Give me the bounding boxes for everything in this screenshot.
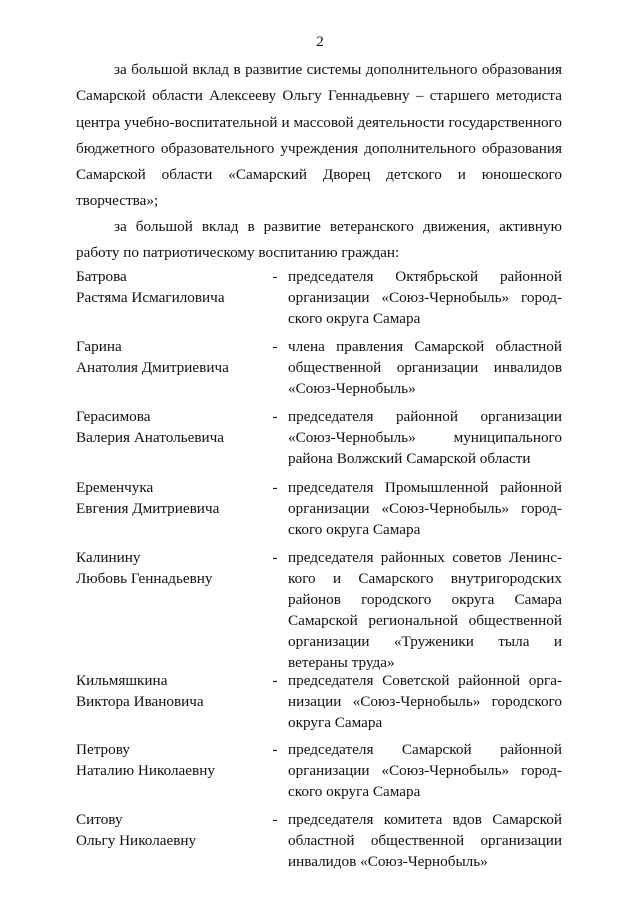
awardee-name bbox=[76, 477, 266, 519]
awardee-surname: Петрову bbox=[76, 741, 130, 758]
position-line: районов городского округа Самара bbox=[288, 591, 562, 608]
awardee-position bbox=[288, 809, 562, 872]
awardee-surname: Калинину bbox=[76, 549, 141, 566]
position-line: председателя Советской районной орга- bbox=[288, 672, 562, 689]
awardee-given-name: Евгения Дмитриевича bbox=[76, 500, 220, 517]
awardee-position bbox=[288, 739, 562, 802]
awardee-given-name: Любовь Геннадьевну bbox=[76, 570, 213, 587]
text-line: Самарской области «Самарский Дворец детского и юношеского bbox=[76, 166, 562, 184]
position-line: организации «Союз-Чернобыль» город- bbox=[288, 762, 562, 779]
awardee-name bbox=[76, 547, 266, 589]
awardee-given-name: Валерия Анатольевича bbox=[76, 429, 225, 446]
position-line: Самарской региональной общественной bbox=[288, 612, 562, 629]
awardee-surname: Ситову bbox=[76, 811, 123, 828]
text-line: бюджетного образовательного учреждения дополнительного образования bbox=[76, 139, 562, 157]
awardee-given-name: Наталию Николаевну bbox=[76, 762, 215, 779]
awardee-position bbox=[288, 336, 562, 399]
dash-separator: - bbox=[272, 408, 278, 425]
text-line: Самарской области Алексееву Ольгу Геннадьевну – старшего методиста bbox=[76, 87, 562, 105]
position-line: «Союз-Чернобыль» bbox=[288, 380, 416, 397]
position-line: ского округа Самара bbox=[288, 783, 421, 800]
position-line: организации «Союз-Чернобыль» город- bbox=[288, 289, 562, 306]
awardee-name bbox=[76, 266, 266, 308]
text-line: творчества»; bbox=[76, 192, 159, 210]
position-line: «Союз-Чернобыль» муниципального bbox=[288, 429, 562, 446]
position-line: района Волжский Самарской области bbox=[288, 450, 531, 467]
text-line: центра учебно-воспитательной и массовой деятельности государственного bbox=[76, 113, 562, 131]
awardee-surname: Гарина bbox=[76, 338, 122, 355]
awardee-position bbox=[288, 670, 562, 733]
dash-separator: - bbox=[272, 549, 278, 566]
awardee-position bbox=[288, 406, 562, 469]
awardee-surname: Кильмяшкина bbox=[76, 672, 168, 689]
awardee-surname: Герасимова bbox=[76, 408, 151, 425]
position-line: областной общественной организации bbox=[288, 832, 562, 849]
position-line: организации «Труженики тыла и bbox=[288, 633, 562, 650]
awardee-position bbox=[288, 266, 562, 329]
awardee-surname: Еременчука bbox=[76, 479, 154, 496]
awardee-name bbox=[76, 336, 266, 378]
awardee-given-name: Анатолия Дмитриевича bbox=[76, 359, 229, 376]
dash-separator: - bbox=[272, 268, 278, 285]
position-line: председателя Самарской районной bbox=[288, 741, 562, 758]
position-line: председателя Октябрьской районной bbox=[288, 268, 562, 285]
position-line: члена правления Самарской областной bbox=[288, 338, 562, 355]
position-line: инвалидов «Союз-Чернобыль» bbox=[288, 853, 488, 870]
intro-paragraph-1 bbox=[76, 57, 562, 215]
position-line: председателя районных советов Ленинс- bbox=[288, 549, 562, 566]
awardee-name bbox=[76, 670, 266, 712]
position-line: ветераны труда» bbox=[288, 654, 395, 671]
position-line: председателя районной организации bbox=[288, 408, 562, 425]
dash-separator: - bbox=[272, 811, 278, 828]
position-line: кого и Самарского внутригородских bbox=[288, 570, 562, 587]
position-line: общественной организации инвалидов bbox=[288, 359, 562, 376]
position-line: ского округа Самара bbox=[288, 521, 421, 538]
position-line: ского округа Самара bbox=[288, 310, 421, 327]
awardee-name bbox=[76, 406, 266, 448]
text-line: работу по патриотическому воспитанию граждан: bbox=[76, 244, 400, 262]
position-line: округа Самара bbox=[288, 714, 383, 731]
awardee-name bbox=[76, 739, 266, 781]
awardee-given-name: Ольгу Николаевну bbox=[76, 832, 197, 849]
position-line: низации «Союз-Чернобыль» городского bbox=[288, 693, 562, 710]
dash-separator: - bbox=[272, 338, 278, 355]
awardee-position bbox=[288, 477, 562, 540]
awardee-position bbox=[288, 547, 562, 673]
dash-separator: - bbox=[272, 672, 278, 689]
position-line: организации «Союз-Чернобыль» город- bbox=[288, 500, 562, 517]
awardee-name bbox=[76, 809, 266, 851]
awardee-surname: Батрова bbox=[76, 268, 127, 285]
dash-separator: - bbox=[272, 479, 278, 496]
awardee-given-name: Виктора Ивановича bbox=[76, 693, 204, 710]
intro-paragraph-2 bbox=[76, 214, 562, 267]
page-number: 2 bbox=[316, 34, 324, 50]
text-line: за большой вклад в развитие системы дополнительного образования bbox=[114, 61, 562, 78]
position-line: председателя Промышленной районной bbox=[288, 479, 562, 496]
text-line: за большой вклад в развитие ветеранского движения, активную bbox=[114, 218, 562, 235]
dash-separator: - bbox=[272, 741, 278, 758]
awardee-given-name: Растяма Исмагиловича bbox=[76, 289, 225, 306]
position-line: председателя комитета вдов Самарской bbox=[288, 811, 562, 828]
